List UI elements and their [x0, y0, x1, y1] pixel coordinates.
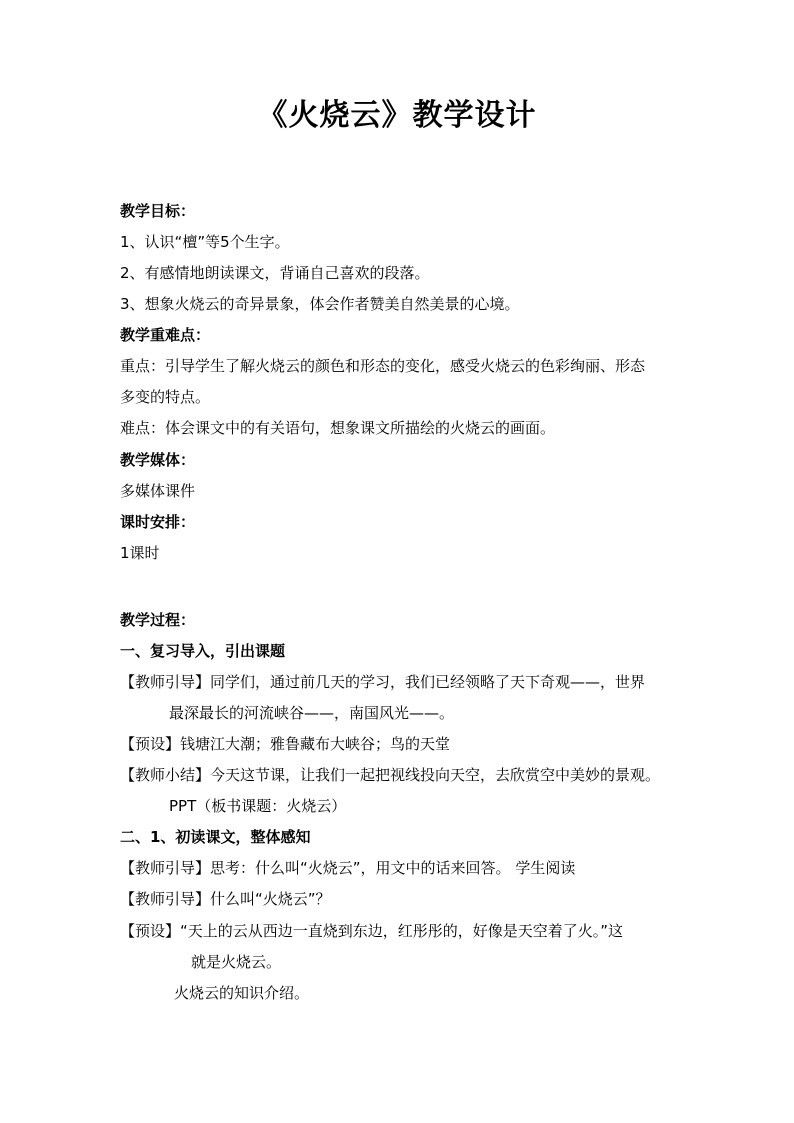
section2-guide-2: 【教师引导】什么叫“火烧云”？ — [120, 890, 331, 908]
process-heading: 教学过程： — [120, 611, 196, 629]
section1-heading: 一、复习导入，引出课题 — [120, 642, 286, 660]
objective-item-1: 1、认识“檀”等5个生字。 — [120, 233, 290, 251]
key-focus-line-1: 重点：引导学生了解火烧云的颜色和形态的变化，感受火烧云的色彩绚丽、形态 — [120, 357, 646, 375]
schedule-heading: 课时安排： — [120, 513, 196, 531]
key-points-heading: 教学重难点： — [120, 326, 211, 344]
section1-teacher-summary: 【教师小结】今天这节课，让我们一起把视线投向天空，去欣赏空中美妙的景观。 — [120, 766, 661, 784]
schedule-value: 1课时 — [120, 544, 160, 562]
section2-heading: 二、1、初读课文，整体感知 — [120, 828, 311, 846]
section2-guide-1: 【教师引导】思考：什么叫“火烧云”，用文中的话来回答。 学生阅读 — [120, 859, 576, 877]
media-value: 多媒体课件 — [120, 482, 196, 500]
key-difficulty: 难点：体会课文中的有关语句，想象课文所描绘的火烧云的画面。 — [120, 419, 556, 437]
objective-item-2: 2、有感情地朗读课文，背诵自己喜欢的段落。 — [120, 264, 430, 282]
section2-knowledge: 火烧云的知识介绍。 — [174, 984, 310, 1002]
key-focus-line-2: 多变的特点。 — [120, 388, 211, 406]
objectives-heading: 教学目标： — [120, 202, 196, 220]
section2-preset-line-1: 【预设】“天上的云从西边一直烧到东边，红彤彤的，好像是天空着了火。”这 — [120, 922, 624, 940]
section1-teacher-guide-line-1: 【教师引导】同学们，通过前几天的学习，我们已经领略了天下奇观——，世界 — [120, 673, 646, 691]
objective-item-3: 3、想象火烧云的奇异景象，体会作者赞美自然美景的心境。 — [120, 295, 520, 313]
section2-preset-line-2: 就是火烧云。 — [191, 953, 282, 971]
section1-teacher-guide-line-2: 最深最长的河流峡谷——，南国风光——。 — [169, 704, 455, 722]
section1-preset: 【预设】钱塘江大潮；雅鲁藏布大峡谷；鸟的天堂 — [120, 735, 451, 753]
media-heading: 教学媒体： — [120, 451, 196, 469]
section1-ppt: PPT（板书课题：火烧云） — [169, 797, 347, 815]
document-title: 《火烧云》教学设计 — [257, 98, 537, 133]
